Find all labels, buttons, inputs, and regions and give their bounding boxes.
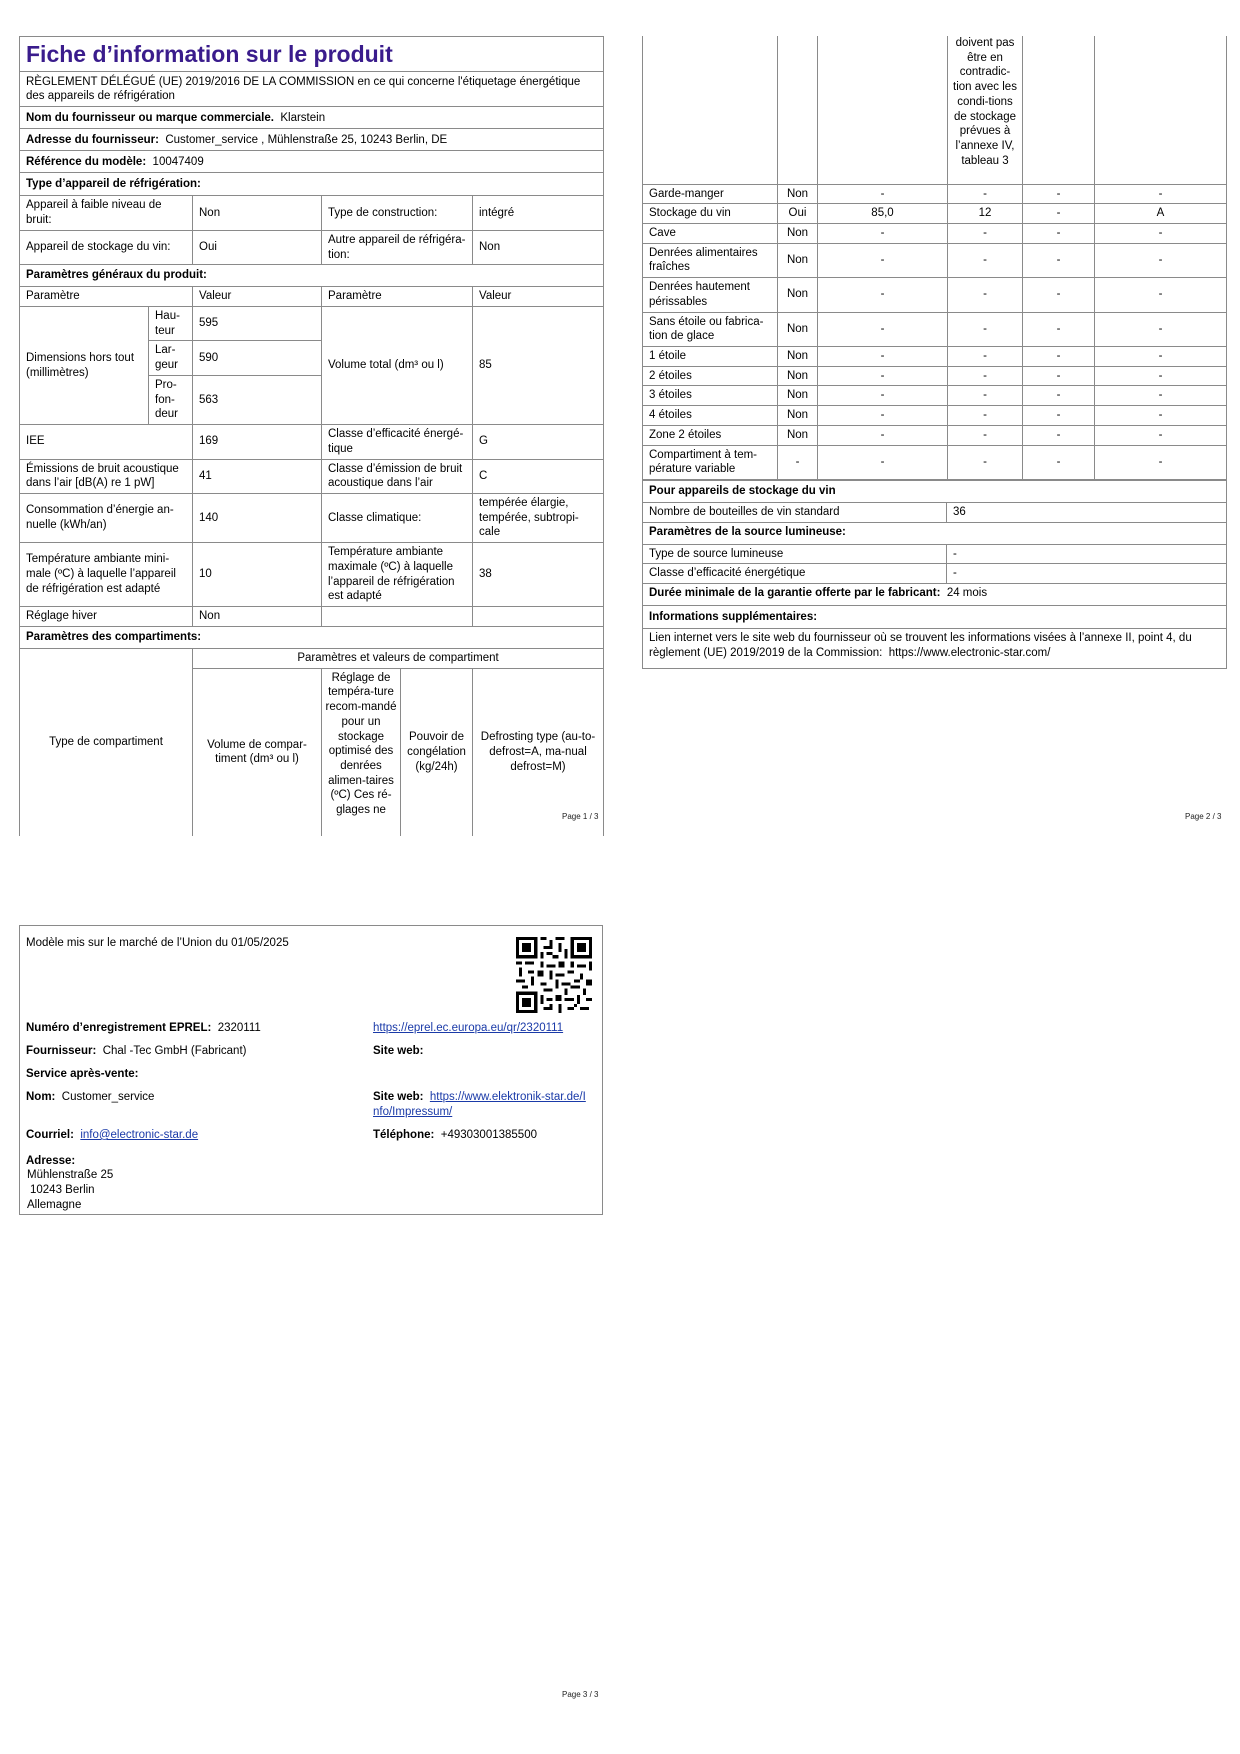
depth-label: Pro-fon-deur xyxy=(149,375,193,424)
market-date-text: Modèle mis sur le marché de l’Union du 01/05/2025 xyxy=(26,937,289,949)
compartment-row xyxy=(643,243,1227,277)
compartment-value: - xyxy=(1095,243,1227,277)
address-line-3: Allemagne xyxy=(27,1199,82,1211)
compartment-row xyxy=(643,312,1227,346)
appliance-type-heading: Type d’appareil de réfrigération: xyxy=(20,173,604,196)
other-appliance-label: Autre appareil de réfrigéra-tion: xyxy=(322,230,473,264)
service-website-row: Site web: https://www.elektronik-star.de/I xyxy=(373,1091,586,1103)
min-temp-label: Température ambiante mini-male (ºC) à laquelle l’appareil de réfrigération est adapté xyxy=(20,543,193,607)
min-temp-value: 10 xyxy=(193,543,322,607)
compartment-value: - xyxy=(948,312,1023,346)
light-type-label: Type de source lumineuse xyxy=(643,544,947,564)
compartment-name: Zone 2 étoiles xyxy=(643,425,778,445)
product-info-table xyxy=(19,36,604,649)
consumption-label: Consommation d’énergie an-nuelle (kWh/an) xyxy=(20,493,193,542)
blank-cell xyxy=(322,606,473,626)
max-temp-value: 38 xyxy=(473,543,604,607)
compartment-value: - xyxy=(1023,243,1095,277)
compartment-name: Cave xyxy=(643,223,778,243)
compartment-value: - xyxy=(948,366,1023,386)
compartment-value: Non xyxy=(778,366,818,386)
compartment-value: - xyxy=(1023,445,1095,479)
compartment-row xyxy=(643,184,1227,204)
compartment-value: - xyxy=(1095,278,1227,312)
low-noise-label: Appareil à faible niveau de bruit: xyxy=(20,196,193,230)
compartment-value: - xyxy=(948,425,1023,445)
value-header: Valeur xyxy=(473,287,604,307)
max-temp-label: Température ambiante maximale (ºC) à laquelle l’appareil de réfrigération est adapté xyxy=(322,543,473,607)
noise-class-value: C xyxy=(473,459,604,493)
climate-value: tempérée élargie, tempérée, subtropi-cale xyxy=(473,493,604,542)
low-noise-value: Non xyxy=(193,196,322,230)
compartment-value: - xyxy=(818,243,948,277)
compartment-value: - xyxy=(818,312,948,346)
page-number-1: Page 1 / 3 xyxy=(562,812,599,821)
compartment-value: - xyxy=(1023,366,1095,386)
service-website-link[interactable]: https://www.elektronik-star.de/I xyxy=(429,1091,586,1103)
volume-value: 85 xyxy=(473,307,604,425)
compartment-value: Non xyxy=(778,278,818,312)
bottles-label: Nombre de bouteilles de vin standard xyxy=(643,503,947,523)
iee-label: IEE xyxy=(20,425,193,459)
compartment-volume-header: Volume de compar-timent (dm³ ou l) xyxy=(193,668,322,836)
wine-light-table xyxy=(642,480,1227,669)
compartment-row xyxy=(643,346,1227,366)
noise-value: 41 xyxy=(193,459,322,493)
compartment-value: - xyxy=(1095,346,1227,366)
compartment-value: - xyxy=(1023,278,1095,312)
climate-label: Classe climatique: xyxy=(322,493,473,542)
height-label: Hau-teur xyxy=(149,307,193,341)
blank-cell xyxy=(1095,36,1227,184)
compartment-value: - xyxy=(1095,445,1227,479)
wine-storage-label: Appareil de stockage du vin: xyxy=(20,230,193,264)
compartment-row xyxy=(643,386,1227,406)
compartment-value: A xyxy=(1095,204,1227,224)
compartment-header-table xyxy=(19,649,604,837)
compartment-value: - xyxy=(1023,425,1095,445)
supplier-website-url: https://www.electronic-star.com/ xyxy=(888,646,1051,659)
compartment-name: Sans étoile ou fabrica-tion de glace xyxy=(643,312,778,346)
compartment-value: - xyxy=(818,445,948,479)
compartment-value: Non xyxy=(778,312,818,346)
construction-value: intégré xyxy=(473,196,604,230)
compartments-heading: Paramètres des compartiments: xyxy=(20,626,604,648)
eprel-info-box xyxy=(19,925,603,1215)
bottles-value: 36 xyxy=(947,503,1227,523)
winter-label: Réglage hiver xyxy=(20,606,193,626)
website-label: Site web: xyxy=(373,1045,424,1057)
compartment-value: Non xyxy=(778,406,818,426)
blank-cell xyxy=(818,36,948,184)
compartment-row xyxy=(643,278,1227,312)
page-1 xyxy=(19,36,603,836)
construction-label: Type de construction: xyxy=(322,196,473,230)
compartment-value: - xyxy=(818,184,948,204)
compartment-value: - xyxy=(818,366,948,386)
warranty-row: Durée minimale de la garantie offerte par le fabricant: 24 mois xyxy=(643,584,1227,606)
address-line-2: 10243 Berlin xyxy=(30,1184,95,1196)
compartment-value: - xyxy=(818,346,948,366)
dimensions-label: Dimensions hors tout (millimètres) xyxy=(20,307,149,425)
compartment-value: - xyxy=(818,223,948,243)
compartment-value: - xyxy=(1095,366,1227,386)
compartment-value: - xyxy=(1095,425,1227,445)
freezing-capacity-header: Pouvoir de congélation (kg/24h) xyxy=(401,668,473,836)
blank-cell xyxy=(778,36,818,184)
compartment-name: Garde-manger xyxy=(643,184,778,204)
compartment-temp-header: Réglage de tempéra-ture recom-mandé pour un stockage optimisé des denrées alimen-taires (ºC) Ces ré-glages ne xyxy=(322,668,401,836)
width-value: 590 xyxy=(193,341,322,375)
page-number-2: Page 2 / 3 xyxy=(1185,812,1222,821)
compartment-value: - xyxy=(778,445,818,479)
compartment-name: Compartiment à tem-pérature variable xyxy=(643,445,778,479)
value-header: Valeur xyxy=(193,287,322,307)
address-row: Adresse du fournisseur: Customer_service , Mühlenstraße 25, 10243 Berlin, DE xyxy=(20,129,604,151)
info-heading: Informations supplémentaires: xyxy=(643,606,1227,629)
compartment-value: - xyxy=(1023,346,1095,366)
compartment-row xyxy=(643,204,1227,224)
eprel-link[interactable]: https://eprel.ec.europa.eu/qr/2320111 xyxy=(373,1022,564,1034)
light-class-value: - xyxy=(947,564,1227,584)
width-label: Lar-geur xyxy=(149,341,193,375)
light-type-value: - xyxy=(947,544,1227,564)
consumption-value: 140 xyxy=(193,493,322,542)
compartment-value: - xyxy=(948,386,1023,406)
compartment-type-header: Type de compartiment xyxy=(20,649,193,837)
supplier-row: Fournisseur: Chal -Tec GmbH (Fabricant) xyxy=(26,1045,247,1057)
regulation-text: RÈGLEMENT DÉLÉGUÉ (UE) 2019/2016 DE LA COMMISSION en ce qui concerne l'étiquetage énergétique des appareils de réfrigération xyxy=(20,72,604,107)
iee-value: 169 xyxy=(193,425,322,459)
compartment-value: - xyxy=(1023,406,1095,426)
service-name-row: Nom: Customer_service xyxy=(26,1091,155,1103)
email-row: Courriel: info@electronic-star.de xyxy=(26,1129,199,1141)
qr-code-icon[interactable] xyxy=(516,937,592,1013)
wine-heading: Pour appareils de stockage du vin xyxy=(643,481,1227,503)
compartment-name: Stockage du vin xyxy=(643,204,778,224)
volume-label: Volume total (dm³ ou l) xyxy=(322,307,473,425)
compartment-value: - xyxy=(948,346,1023,366)
compartment-value: Non xyxy=(778,184,818,204)
address-label: Adresse: xyxy=(26,1155,76,1167)
compartment-value: Non xyxy=(778,223,818,243)
compartment-value: Non xyxy=(778,386,818,406)
compartment-value: - xyxy=(1095,184,1227,204)
height-value: 595 xyxy=(193,307,322,341)
compartment-name: 1 étoile xyxy=(643,346,778,366)
compartment-value: 85,0 xyxy=(818,204,948,224)
compartment-value: - xyxy=(1023,386,1095,406)
compartment-row xyxy=(643,445,1227,479)
compartment-value: - xyxy=(948,445,1023,479)
wine-storage-value: Oui xyxy=(193,230,322,264)
email-link[interactable]: info@electronic-star.de xyxy=(80,1129,199,1141)
compartment-value: - xyxy=(1023,312,1095,346)
blank-cell xyxy=(1023,36,1095,184)
compartment-value: Oui xyxy=(778,204,818,224)
compartment-rows xyxy=(643,184,1227,480)
compartment-value: - xyxy=(1023,204,1095,224)
light-class-label: Classe d’efficacité énergétique xyxy=(643,564,947,584)
compartment-value: - xyxy=(818,406,948,426)
blank-cell xyxy=(643,36,778,184)
other-appliance-value: Non xyxy=(473,230,604,264)
compartment-value: - xyxy=(1023,223,1095,243)
page-3 xyxy=(19,925,603,1215)
compartment-value: - xyxy=(948,406,1023,426)
compartment-value: - xyxy=(818,278,948,312)
temp-setting-note: doivent pas être en contradic-tion avec les condi-tions de stockage prévues à l’annexe IV, tableau 3 xyxy=(948,36,1023,184)
compartment-name: Denrées hautement périssables xyxy=(643,278,778,312)
eprel-number-row: Numéro d’enregistrement EPREL: 2320111 xyxy=(26,1022,261,1034)
compartment-value: - xyxy=(948,278,1023,312)
param-header: Paramètre xyxy=(322,287,473,307)
info-row: Lien internet vers le site web du fournisseur où se trouvent les informations visées à l’annexe II, point 4, du règlement (UE) 2019/2019 de la Commission: https://www.electronic-star.com/ xyxy=(643,629,1227,669)
compartment-value: - xyxy=(1095,312,1227,346)
phone-row: Téléphone: +49303001385500 xyxy=(373,1129,537,1141)
compartment-value: - xyxy=(1095,406,1227,426)
compartment-value: 12 xyxy=(948,204,1023,224)
compartment-name: 3 étoiles xyxy=(643,386,778,406)
compartment-value: - xyxy=(948,243,1023,277)
compartment-value: - xyxy=(1095,223,1227,243)
compartment-name: 4 étoiles xyxy=(643,406,778,426)
model-row: Référence du modèle: 10047409 xyxy=(20,151,604,173)
compartment-value: Non xyxy=(778,425,818,445)
compartment-value: - xyxy=(1095,386,1227,406)
address-line-1: Mühlenstraße 25 xyxy=(27,1169,114,1181)
noise-label: Émissions de bruit acoustique dans l’air [dB(A) re 1 pW] xyxy=(20,459,193,493)
page-title: Fiche d’information sur le produit xyxy=(20,37,604,72)
service-website-link-cont[interactable]: nfo/Impressum/ xyxy=(373,1106,453,1118)
compartment-value: - xyxy=(818,425,948,445)
compartment-row xyxy=(643,223,1227,243)
compartment-row xyxy=(643,425,1227,445)
winter-value: Non xyxy=(193,606,322,626)
general-params-heading: Paramètres généraux du produit: xyxy=(20,265,604,287)
compartment-value: - xyxy=(948,184,1023,204)
compartment-name: 2 étoiles xyxy=(643,366,778,386)
compartment-value: - xyxy=(1023,184,1095,204)
compartment-values-heading: Paramètres et valeurs de compartiment xyxy=(193,649,604,669)
compartment-row xyxy=(643,406,1227,426)
compartment-name: Denrées alimentaires fraîches xyxy=(643,243,778,277)
noise-class-label: Classe d’émission de bruit acoustique dans l’air xyxy=(322,459,473,493)
page-number-3: Page 3 / 3 xyxy=(562,1690,599,1699)
blank-cell xyxy=(473,606,604,626)
compartment-value: Non xyxy=(778,243,818,277)
supplier-row: Nom du fournisseur ou marque commerciale. Klarstein xyxy=(20,107,604,129)
light-heading: Paramètres de la source lumineuse: xyxy=(643,522,1227,544)
defrost-type-header: Defrosting type (au-to-defrost=A, ma-nual defrost=M) xyxy=(473,668,604,836)
compartment-table-continued xyxy=(642,36,1227,480)
compartment-value: - xyxy=(948,223,1023,243)
param-header: Paramètre xyxy=(20,287,193,307)
compartment-row xyxy=(643,366,1227,386)
compartment-value: - xyxy=(818,386,948,406)
depth-value: 563 xyxy=(193,375,322,424)
after-sales-heading: Service après-vente: xyxy=(26,1068,139,1080)
page-2 xyxy=(642,36,1226,669)
energy-class-label: Classe d’efficacité énergé-tique xyxy=(322,425,473,459)
energy-class-value: G xyxy=(473,425,604,459)
compartment-value: Non xyxy=(778,346,818,366)
